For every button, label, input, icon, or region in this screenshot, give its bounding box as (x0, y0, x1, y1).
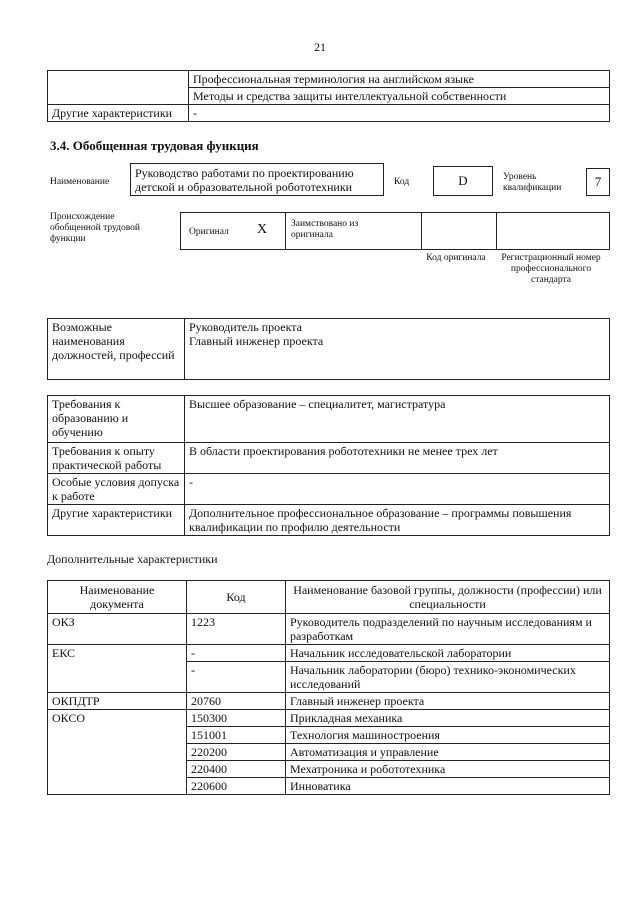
cell-name: Автоматизация и управление (286, 744, 610, 761)
table-row (48, 662, 610, 693)
table-header-row (48, 581, 610, 614)
positions-values (185, 319, 610, 380)
table-row (48, 645, 610, 662)
header-code: Код (187, 581, 286, 614)
borrowed-label: Заимствовано из оригинала (291, 219, 359, 240)
level-box: 7 (586, 168, 610, 196)
function-name-box: Руководство работами по проектированию детской и образовательной робототехники (130, 163, 384, 196)
positions-table (47, 318, 610, 380)
page-number: 21 (314, 40, 326, 54)
requirement-value: Высшее образование – специалитет, магистратура (185, 396, 610, 443)
table-row (48, 710, 610, 727)
cell-code: 151001 (187, 727, 286, 744)
position-item: Руководитель проекта (189, 320, 302, 334)
divider (421, 213, 422, 249)
section-heading: 3.4. Обобщенная трудовая функция (50, 138, 259, 153)
cell-doc (48, 778, 187, 795)
divider (496, 213, 497, 249)
cell-doc: ОКСО (48, 710, 187, 727)
cell-doc: ОКПДТР (48, 693, 187, 710)
additional-title: Дополнительные характеристики (47, 552, 218, 566)
table-cell: Профессиональная терминология на английском языке (189, 71, 610, 88)
table-row (48, 105, 610, 122)
position-item: Главный инженер проекта (189, 334, 324, 348)
cell-name: Руководитель подразделений по научным исследованиям и разработкам (286, 614, 610, 645)
table-row (48, 614, 610, 645)
cell-name: Главный инженер проекта (286, 693, 610, 710)
additional-table (47, 580, 610, 795)
origin-label: Происхождение обобщенной трудовой функции (50, 212, 140, 244)
table-row (48, 474, 610, 505)
cell-name: Мехатроника и робототехника (286, 761, 610, 778)
cell-name: Инноватика (286, 778, 610, 795)
table-row (48, 744, 610, 761)
original-mark: X (257, 222, 268, 237)
table-row (48, 727, 610, 744)
divider (285, 213, 286, 249)
level-label: Уровень квалификации (503, 172, 562, 193)
cell-code: 220200 (187, 744, 286, 761)
cell-code: 150300 (187, 710, 286, 727)
table-cell (48, 88, 189, 105)
requirement-value: - (185, 474, 610, 505)
requirement-label: Особые условия допуска к работе (48, 474, 185, 505)
requirement-label: Требования к образованию и обучению (48, 396, 185, 443)
header-name: Наименование базовой группы, должности (профессии) или специальности (286, 581, 610, 614)
table-row (48, 443, 610, 474)
header-doc: Наименование документа (48, 581, 187, 614)
requirement-value: Дополнительное профессиональное образование – программы повышения квалификации по профилю деятельности (185, 505, 610, 536)
cell-doc (48, 744, 187, 761)
table-row (48, 319, 610, 380)
cell-code: 220400 (187, 761, 286, 778)
table-row (48, 761, 610, 778)
cell-doc (48, 662, 187, 693)
requirement-value: В области проектирования робототехники не менее трех лет (185, 443, 610, 474)
table-row (48, 396, 610, 443)
table-cell: Методы и средства защиты интеллектуальной собственности (189, 88, 610, 105)
function-code-box: D (433, 166, 493, 196)
cell-doc (48, 727, 187, 744)
requirements-table (47, 395, 610, 536)
cell-code: 20760 (187, 693, 286, 710)
cell-code: - (187, 662, 286, 693)
positions-label: Возможные наименования должностей, профессий (48, 319, 185, 380)
cell-code: 1223 (187, 614, 286, 645)
cell-code: - (187, 645, 286, 662)
table-row (48, 693, 610, 710)
cell-doc (48, 761, 187, 778)
requirement-label: Другие характеристики (48, 505, 185, 536)
cell-doc: ЕКС (48, 645, 187, 662)
top-table (47, 70, 610, 122)
reg-number-label: Регистрационный номер профессионального стандарта (501, 253, 601, 285)
cell-name: Технология машиностроения (286, 727, 610, 744)
name-label: Наименование (50, 177, 110, 187)
table-row (48, 505, 610, 536)
cell-name: Начальник лаборатории (бюро) технико-экономических исследований (286, 662, 610, 693)
cell-code: 220600 (187, 778, 286, 795)
cell-name: Начальник исследовательской лаборатории (286, 645, 610, 662)
requirement-label: Требования к опыту практической работы (48, 443, 185, 474)
original-label: Оригинал (189, 227, 229, 237)
code-original-label: Код оригинала (426, 253, 486, 263)
cell-name: Прикладная механика (286, 710, 610, 727)
origin-box (180, 212, 610, 250)
cell-doc: ОКЗ (48, 614, 187, 645)
code-label: Код (394, 177, 410, 187)
table-cell: Другие характеристики (48, 105, 189, 122)
table-row (48, 88, 610, 105)
table-row (48, 71, 610, 88)
table-cell (48, 71, 189, 88)
table-row (48, 778, 610, 795)
table-cell: - (189, 105, 610, 122)
